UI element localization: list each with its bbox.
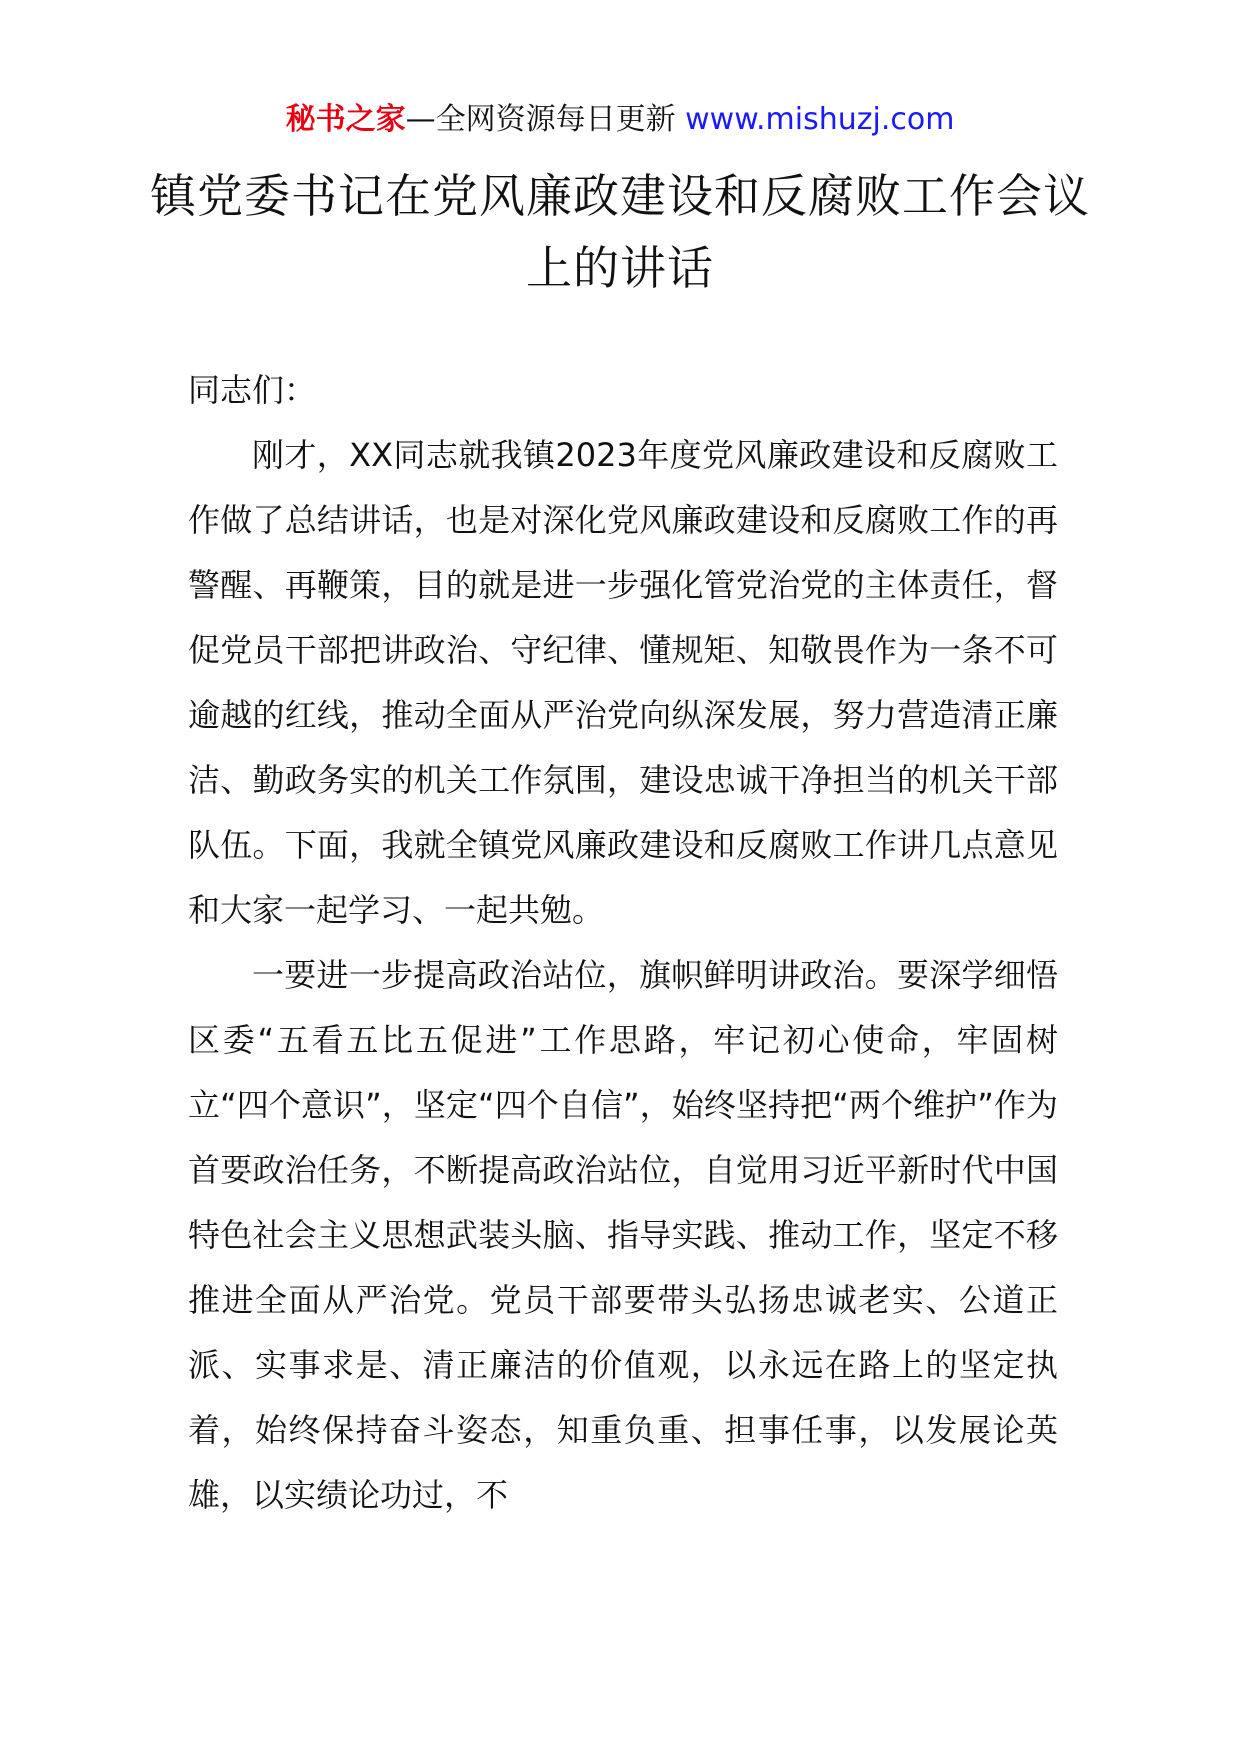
site-header <box>0 100 1240 140</box>
salutation: 同志们： <box>188 371 317 409</box>
brand-name: 秘书之家 <box>285 102 406 137</box>
site-url-link[interactable]: www.mishuzj.com <box>685 102 955 137</box>
body-paragraph: 刚才，XX同志就我镇2023年度党风廉政建设和反腐败工作做了总结讲话，也是对深化党风廉政建设和反腐败工作的再警醒、再鞭策，目的就是进一步强化管党治党的主体责任，督促党员干部把讲政治、守纪律、懂规矩、知敬畏作为一条不可逾越的红线，推动全面从严治党向纵深发展，努力营造清正廉洁、勤政务实的机关工作氛围，建设忠诚干净担当的机关干部队伍。下面，我就全镇党风廉政建设和反腐败工作讲几点意见和大家一起学习、一起共勉。 <box>188 436 1058 929</box>
header-tagline: —全网资源每日更新 <box>405 102 676 137</box>
document-title: 镇党委书记在党风廉政建设和反腐败工作会议上的讲话 <box>150 169 1090 295</box>
document-body <box>188 358 1058 1528</box>
body-paragraph: 一要进一步提高政治站位，旗帜鲜明讲政治。要深学细悟区委“五看五比五促进”工作思路，牢记初心使命，牢固树立“四个意识”，坚定“四个自信”，始终坚持把“两个维护”作为首要政治任务，不断提高政治站位，自觉用习近平新时代中国特色社会主义思想武装头脑、指导实践、推动工作，坚定不移推进全面从严治党。党员干部要带头弘扬忠诚老实、公道正派、实事求是、清正廉洁的价值观，以永远在路上的坚定执着，始终保持奋斗姿态，知重负重、担事任事，以发展论英雄，以实绩论功过，不 <box>188 956 1058 1514</box>
